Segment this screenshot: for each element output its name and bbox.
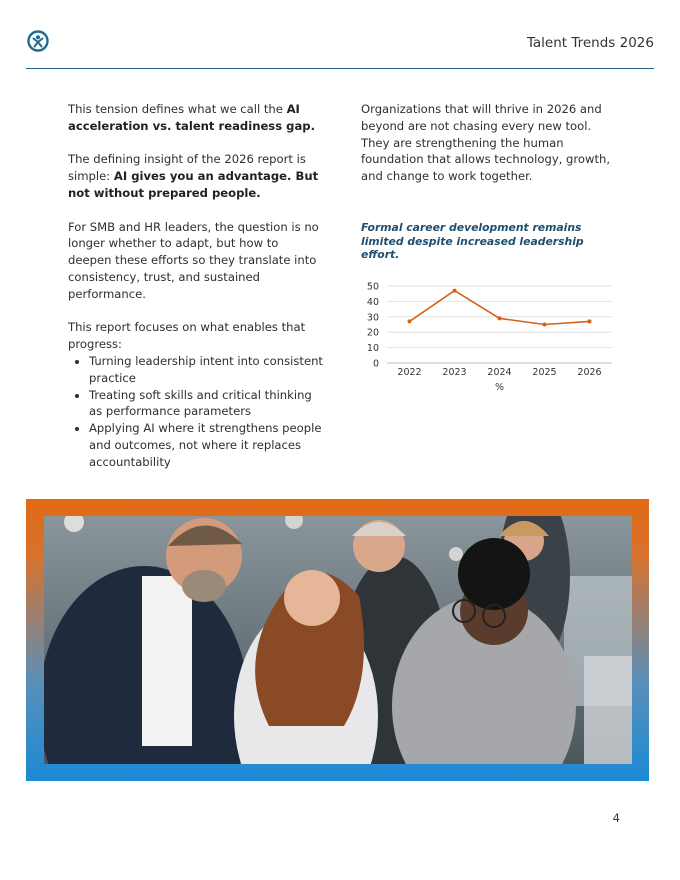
y-tick-label: 30 xyxy=(366,312,379,324)
paragraph-gap-text: This tension defines what we call the xyxy=(68,102,287,116)
y-tick-label: 0 xyxy=(372,358,379,370)
data-point xyxy=(498,316,502,320)
list-item: • Treating soft skills and critical thinking as performance parameters xyxy=(89,387,324,421)
left-column xyxy=(68,101,324,471)
data-point xyxy=(543,323,547,327)
paragraph-focus: This report focuses on what enables that progress: xyxy=(68,320,306,352)
chart-title: Formal career development remains limited despite increased leadership effort. xyxy=(361,221,584,261)
y-tick-label: 10 xyxy=(366,343,379,355)
paragraph-insight-bold: AI gives you an advantage. But not without prepared people. xyxy=(68,169,319,200)
x-tick-label: 2023 xyxy=(442,367,467,378)
brand-logo-icon xyxy=(26,29,50,53)
x-tick-label: 2026 xyxy=(577,367,602,378)
header-divider xyxy=(26,68,654,69)
x-tick-label: 2024 xyxy=(487,367,512,378)
right-column-paragraph: Organizations that will thrive in 2026 and beyond are not chasing every new tool. They are strengthening the human foundation that allows technology, growth, and change to work together. xyxy=(361,102,611,184)
paragraph-leaders: For SMB and HR leaders, the question is no longer whether to adapt, but how to deepen these efforts so they translate into consistency, trust, and sustained performance. xyxy=(68,219,319,301)
paragraph-gap xyxy=(68,101,324,135)
page-number: 4 xyxy=(612,811,620,825)
y-tick-label: 40 xyxy=(366,296,379,308)
focus-list xyxy=(68,353,324,471)
photo-frame xyxy=(26,499,649,781)
list-item: • Turning leadership intent into consistent practice xyxy=(89,353,324,387)
data-point xyxy=(588,319,592,323)
x-axis-label: % xyxy=(494,382,505,393)
data-point xyxy=(453,289,457,293)
x-tick-label: 2022 xyxy=(397,367,422,378)
y-tick-label: 50 xyxy=(366,281,379,293)
paragraph-gap-bold: AI acceleration vs. talent readiness gap. xyxy=(68,102,315,133)
x-tick-label: 2025 xyxy=(532,367,557,378)
line-chart xyxy=(352,278,622,400)
header-title: Talent Trends 2026 xyxy=(526,35,654,51)
paragraph-insight-text: The defining insight of the 2026 report is simple: xyxy=(68,152,306,184)
paragraph-insight xyxy=(68,151,324,201)
list-item: • Applying AI where it strengthens people and outcomes, not where it replaces accountability xyxy=(89,420,324,470)
team-photo-icon xyxy=(44,516,632,764)
y-tick-label: 20 xyxy=(366,327,379,339)
data-point xyxy=(408,319,412,323)
